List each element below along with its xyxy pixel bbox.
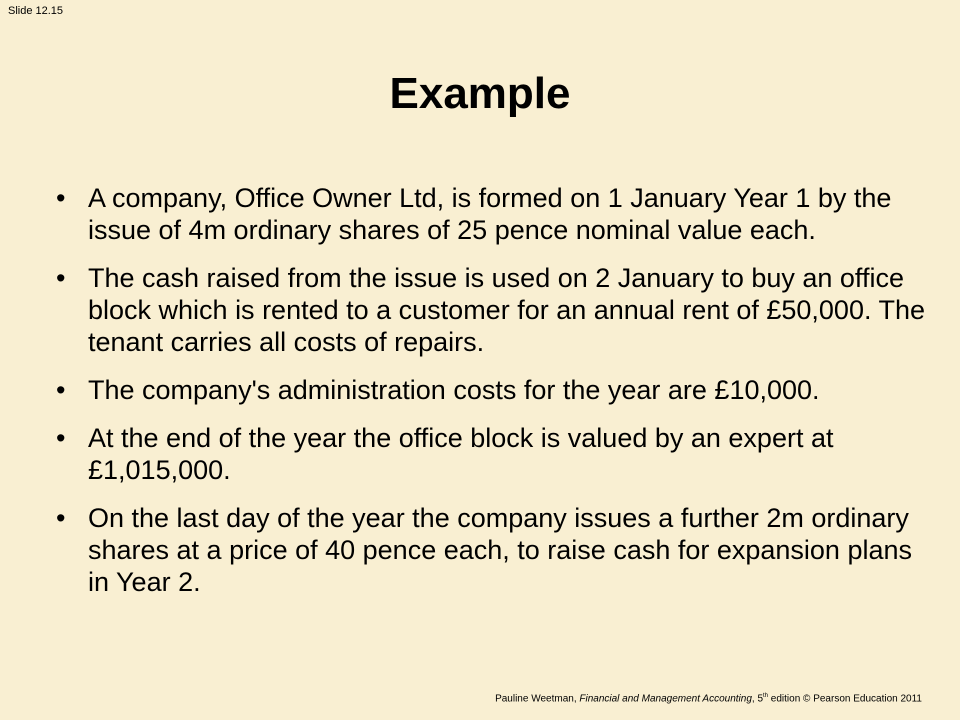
bullet-text: On the last day of the year the company issues a further 2m ordinary shares at a price of 40 pence each, to raise cash for expansion plans in Year 2. bbox=[88, 503, 913, 597]
footer-book-title: Financial and Management Accounting bbox=[579, 693, 752, 705]
footer-edition-suffix: th bbox=[763, 693, 769, 699]
bullet-text: The cash raised from the issue is used on 2 January to buy an office block which is rented to a customer for an annual rent of £50,000. The tenant carries all costs of repairs. bbox=[88, 263, 925, 357]
bullet-item bbox=[56, 262, 926, 358]
bullet-text: At the end of the year the office block is valued by an expert at £1,015,000. bbox=[88, 423, 834, 485]
bullet-icon: • bbox=[56, 263, 66, 293]
footer-edition-number: , 5 bbox=[751, 693, 764, 705]
bullet-item bbox=[56, 374, 926, 406]
footer-author: Pauline Weetman, bbox=[495, 693, 580, 705]
footer-publisher: edition © Pearson Education 2011 bbox=[768, 693, 922, 705]
bullet-item bbox=[56, 502, 926, 598]
slide-number: Slide 12.15 bbox=[8, 5, 64, 17]
bullet-icon: • bbox=[56, 375, 66, 405]
bullet-icon: • bbox=[56, 423, 66, 453]
bullet-text: A company, Office Owner Ltd, is formed on 1 January Year 1 by the issue of 4m ordinary shares of 25 pence nominal value each. bbox=[88, 183, 892, 245]
bullet-text: The company's administration costs for the year are £10,000. bbox=[88, 375, 820, 405]
bullet-icon: • bbox=[56, 503, 66, 533]
bullet-item bbox=[56, 422, 926, 486]
bullet-icon: • bbox=[56, 183, 66, 213]
slide-title: Example bbox=[389, 69, 571, 118]
bullet-item bbox=[56, 182, 926, 246]
bullet-list bbox=[56, 182, 926, 614]
footer-citation bbox=[495, 690, 922, 705]
